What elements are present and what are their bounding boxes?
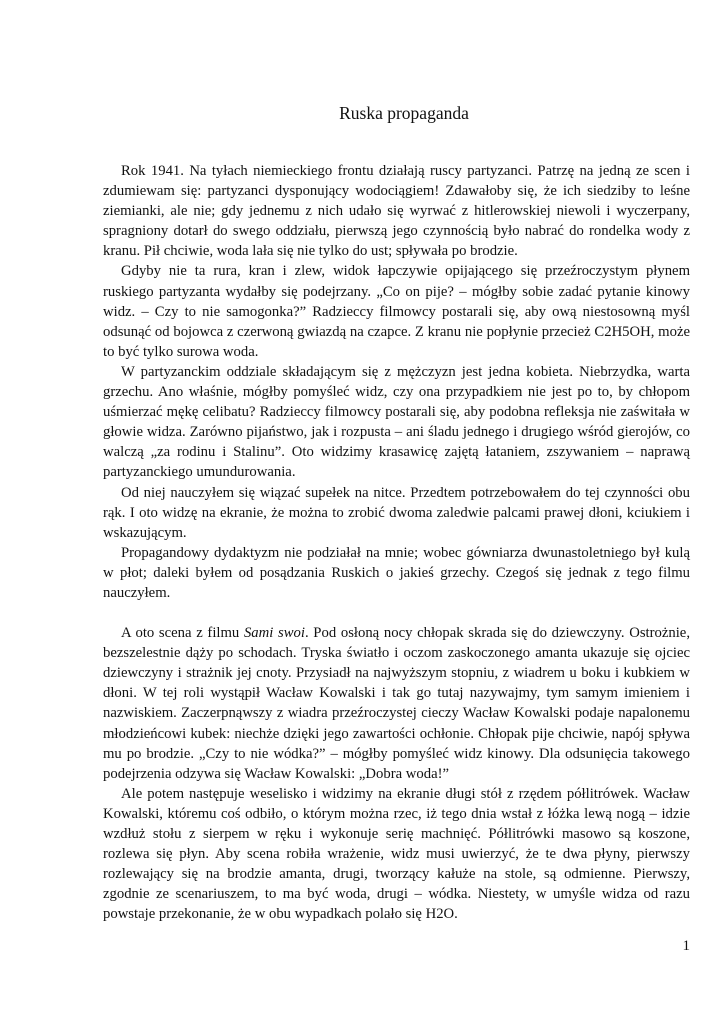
page-title: Ruska propaganda [339,103,469,123]
document-body [103,161,690,924]
paragraph-5: Propagandowy dydaktyzm nie podziałał na mnie; wobec gówniarza dwunastoletniego był kulą w płot; daleki byłem od posądzania Ruskich o jakieś grzechy. Czegoś się jednak z tego filmu nauczyłem. [103,544,690,601]
paragraph-1: Rok 1941. Na tyłach niemieckiego frontu działają ruscy partyzanci. Patrzę na jedną ze scen i zdumiewam się: partyzanci dysponujący wodociągiem! Zdawałoby się, że ich siedziby to leśne ziemianki, ale nie; gdy jednemu z nich udało się wyrwać z hitlerowskiej niewoli i wyczerpany, spragniony dotarł do swego oddziału, pierwszą jego czynnością było nabrać do rondelka wody z kranu. Pił chciwie, woda lała się nie tylko do ust; spływała po brodzie. [103,163,690,260]
film-title: Sami swoi [243,625,305,642]
paragraph-6 [103,623,690,784]
paragraph-6-text-start: A oto scena z filmu [121,625,244,642]
paragraph-2: Gdyby nie ta rura, kran i zlew, widok łapczywie opijającego się przeźroczystym płynem ruskiego partyzanta wydałby się podejrzany. „Co on pije? – mógłby sobie zadać pytanie kinowy widz. – Czy to nie samogonka?” Radzieccy filmowcy postarali się, aby ową niestosowną myśl odsunąć od bojowca z czerwoną gwiazdą na czapce. Z kranu nie popłynie przecież C2H5OH, może to być tylko surowa woda. [103,263,690,360]
paragraph-6-text-rest: . Pod osłoną nocy chłopak skrada się do dziewczyny. Ostrożnie, bezszelestnie dąży po schodach. Tryska światło i oczom zaskoczonego amanta ukazuje się ojciec dziewczyny i strażnik jej cnoty. Przysiadł na najwyższym stopniu, z wiadrem u boku i kubkiem w dłoni. W tej roli wystąpił Wacław Kowalski i tak go tutaj nazywajmy, tym samym imieniem i nazwiskiem. Zaczerpnąwszy z wiadra przeźroczystej cieczy Wacław Kowalski podaje napalonemu młodzieńcowi kubek: niechże dzięki jego zawartości ochłonie. Chłopak pije chciwie, napój spływa mu po brodzie. „Czy to nie wódka?” – mógłby pomyśleć widz kinowy. Dla odsunięcia takowego podejrzenia odzywa się Wacław Kowalski: „Dobra woda!” [103,625,690,782]
paragraph-3: W partyzanckim oddziale składającym się z mężczyzn jest jedna kobieta. Niebrzydka, warta grzechu. Ano właśnie, mógłby pomyśleć widz, czy ona przypadkiem nie jest po to, by chłopom uśmierzać mękę celibatu? Radzieccy filmowcy postarali się, aby podobna refleksja nie zaświtała w głowie widza. Zarówno pijaństwo, jak i rozpusta – ani śladu jednego i drugiego wśród gierojów, co walczą „za rodinu i Stalinu”. Oto widzimy krasawicę zajętą łataniem, zszywaniem – naprawą partyzanckiego umundurowania. [103,363,690,481]
paragraph-7: Ale potem następuje weselisko i widzimy na ekranie długi stół z rzędem półlitrówek. Wacław Kowalski, któremu coś odbiło, o którym można rzec, iż tego dnia wstał z łóżka lewą nogą – idzie wzdłuż stołu z sierpem w ręku i wykonuje serię machnięć. Półlitrówki masowo są koszone, rozlewa się płyn. Aby scena robiła wrażenie, widz musi uwierzyć, że te dwa płyny, pierwszy rozlewający się na brodzie amanta, drugi, tworzący kałuże na stole, są odmienne. Pierwszy, zgodnie ze scenariuszem, to ma być woda, drugi – wódka. Niestety, w umyśle widza od razu powstaje przekonanie, że w obu wypadkach polało się H2O. [103,785,690,923]
paragraph-4: Od niej nauczyłem się wiązać supełek na nitce. Przedtem potrzebowałem do tej czynności obu rąk. I oto widzę na ekranie, że można to zrobić dwoma zaledwie palcami prawej dłoni, kciukiem i wskazującym. [103,484,690,541]
page-number: 1 [682,938,690,954]
